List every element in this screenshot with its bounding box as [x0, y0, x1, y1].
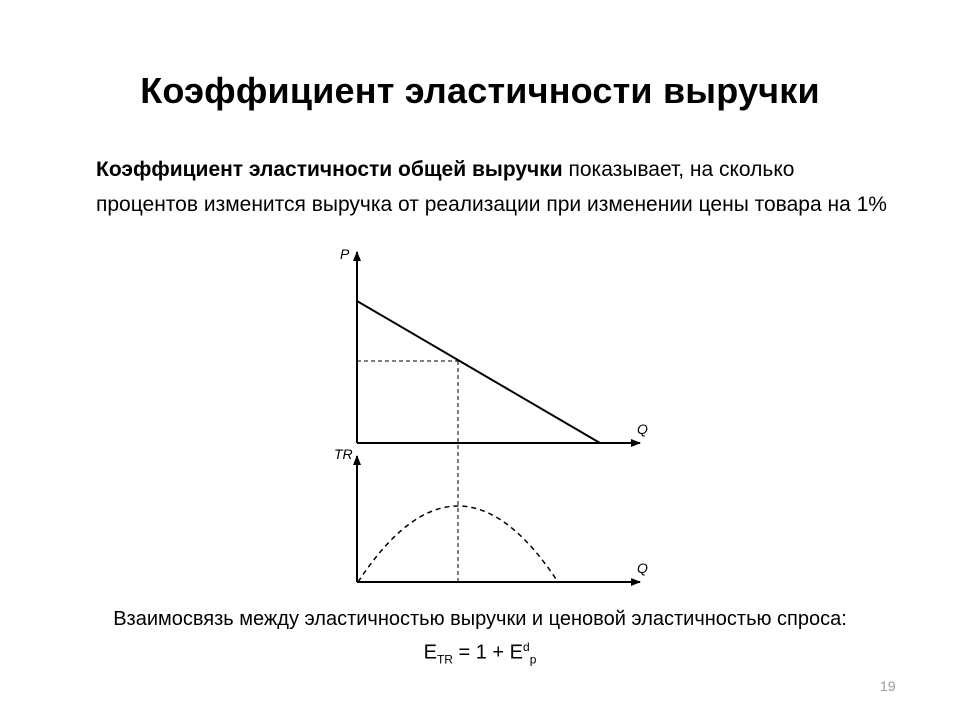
formula-p-subscript: p	[529, 652, 537, 667]
formula-d-superscript: d	[523, 640, 530, 654]
demand-graph	[340, 246, 648, 443]
formula-e-tr: E	[423, 641, 437, 664]
page-number: 19	[880, 678, 896, 694]
quantity-axis-label-bottom: Q	[637, 560, 648, 576]
definition-body: показывает, на сколько процентов изменится выручка от реализации при изменении цены товара на 1%	[96, 158, 887, 216]
slide-title: Коэффициент эластичности выручки	[140, 70, 820, 111]
definition-term: Коэффициент эластичности общей выручки	[96, 158, 563, 181]
price-axis-label: P	[340, 246, 350, 262]
relation-text: Взаимосвязь между эластичностью выручки и ценовой эластичностью спроса:	[113, 608, 847, 630]
quantity-axis-label-top: Q	[637, 421, 648, 437]
elasticity-formula	[0, 640, 960, 667]
demand-line	[357, 301, 600, 443]
revenue-graph	[334, 446, 648, 582]
revenue-axis-label: TR	[334, 446, 353, 462]
formula-equals: = 1 + E	[452, 641, 524, 664]
formula-tr-subscript: TR	[436, 652, 453, 667]
